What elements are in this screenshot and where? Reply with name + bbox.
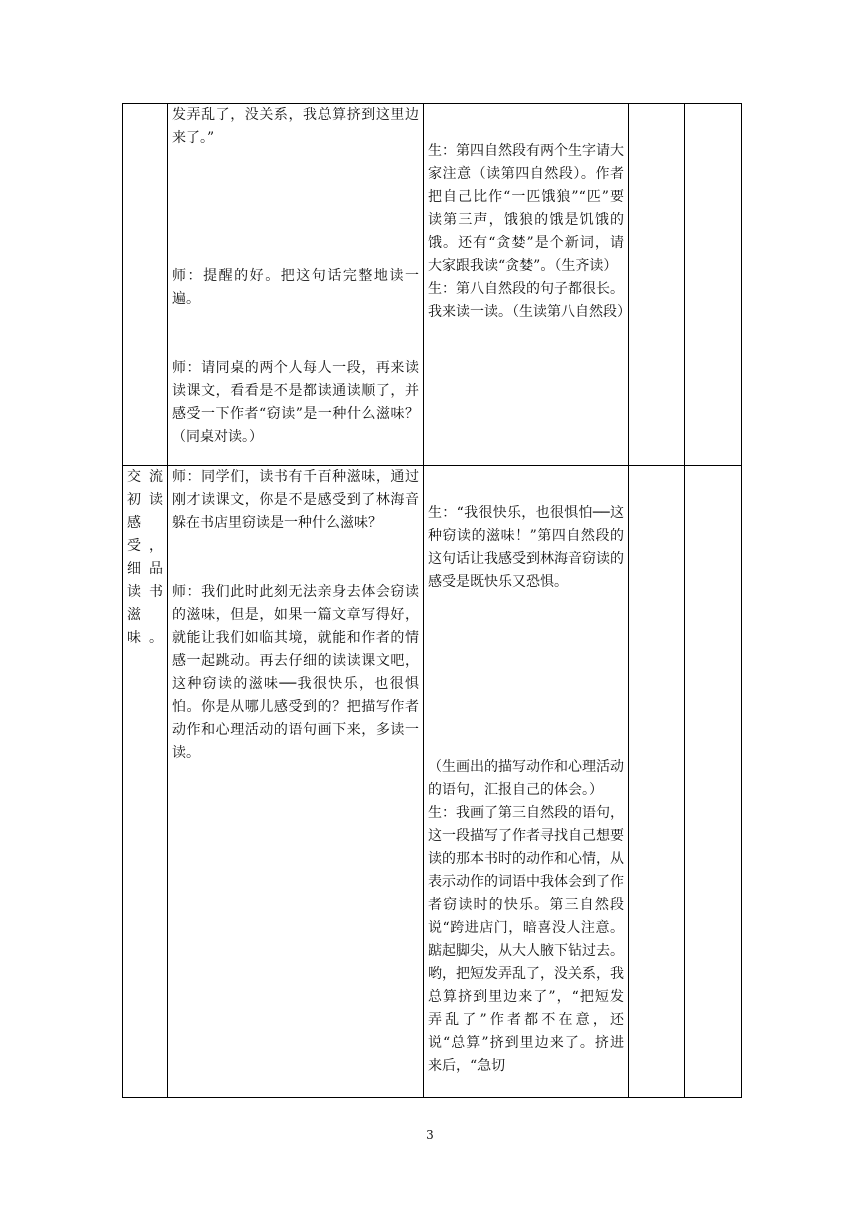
teacher-cell xyxy=(168,466,424,1098)
student-paragraph: （生画出的描写动作和心理活动的语句，汇报自己的体会。） xyxy=(428,759,624,798)
teacher-paragraph: 师：我们此时此刻无法亲身去体会窃读的滋味，但是，如果一篇文章写得好，就能让我们如临其境，就能和作者的情感一起跳动。再去仔细的读读课文吧，这种窃读的滋味──我很快乐，也很惧怕。你是从哪儿感受到的？把描写作者动作和心理活动的语句画下来，多读一读。 xyxy=(172,584,419,761)
student-cell xyxy=(424,104,629,466)
page-number: 3 xyxy=(426,1128,434,1142)
empty-cell xyxy=(685,466,742,1098)
teacher-paragraph: 发弄乱了，没关系，我总算挤到这里边来了。” xyxy=(172,107,419,146)
student-paragraph: 生：“我很快乐，也很惧怕──这种窃读的滋味！”第四自然段的这句话让我感受到林海音窃读的感受是既快乐又恐惧。 xyxy=(428,505,624,590)
teacher-paragraph: 师：同学们，读书有千百种滋味，通过刚才读课文，你是不是感受到了林海音躲在书店里窃读是一种什么滋味？ xyxy=(172,469,419,531)
teacher-cell xyxy=(168,104,424,466)
phase-cell xyxy=(123,104,168,466)
empty-cell xyxy=(685,104,742,466)
student-paragraph: 生：第四自然段有两个生字请大家注意（读第四自然段）。作者把自己比作“一匹饿狼”“匹”要读第三声，饿狼的饿是饥饿的饿。还有“贪婪”是个新词，请大家跟我读“贪婪”。（生齐读） xyxy=(428,143,624,274)
empty-cell xyxy=(629,104,685,466)
student-paragraph: 生：第八自然段的句子都很长。我来读一读。（生读第八自然段） xyxy=(428,281,631,320)
phase-cell xyxy=(123,466,168,1098)
teacher-paragraph: 师：提醒的好。把这句话完整地读一遍。 xyxy=(172,268,419,307)
teacher-paragraph: 师：请同桌的两个人每人一段，再来读读课文，看看是不是都读通读顺了，并感受一下作者“窃读”是一种什么滋味？（同桌对读。） xyxy=(172,360,419,445)
student-paragraph: 生：我画了第三自然段的语句，这一段描写了作者寻找自己想要读的那本书时的动作和心情，从表示动作的词语中我体会到了作者窃读时的快乐。第三自然段说“跨进店门，暗喜没人注意。踮起脚尖，从大人腋下钻过去。哟，把短发弄乱了，没关系，我总算挤到里边来了”，“把短发弄乱了”作者都不在意，还说“总算”挤到里边来了。挤进来后，“急切 xyxy=(428,805,624,1074)
phase-label: 交流初读感受，细品读书滋味。 xyxy=(127,469,163,646)
student-cell xyxy=(424,466,629,1098)
table-row xyxy=(123,466,742,1098)
empty-cell xyxy=(629,466,685,1098)
table-row xyxy=(123,104,742,466)
lesson-plan-table xyxy=(122,103,742,1098)
